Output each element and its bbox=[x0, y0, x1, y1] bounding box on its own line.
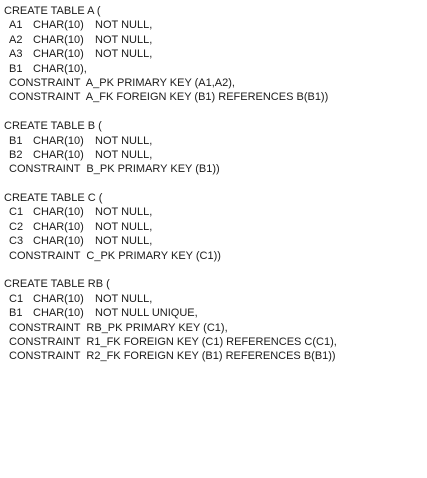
table-block-b bbox=[4, 119, 337, 177]
column-type: CHAR(10) bbox=[33, 292, 84, 305]
column-type: CHAR(10) bbox=[33, 134, 84, 147]
create-table-header: CREATE TABLE RB ( bbox=[4, 278, 110, 291]
create-table-header: CREATE TABLE C ( bbox=[4, 192, 103, 205]
create-table-header: CREATE TABLE A ( bbox=[4, 5, 101, 17]
table-block-rb bbox=[4, 277, 337, 363]
column-constraint: NOT NULL, bbox=[95, 235, 153, 248]
column-definition bbox=[4, 220, 337, 234]
sql-ddl-document bbox=[4, 4, 337, 364]
column-definition bbox=[4, 18, 337, 32]
constraint-line: CONSTRAINT R1_FK FOREIGN KEY (C1) REFERENCES C(C1), bbox=[9, 335, 337, 348]
constraint-line: CONSTRAINT C_PK PRIMARY KEY (C1)) bbox=[9, 249, 221, 262]
column-name: C2 bbox=[9, 220, 24, 233]
column-type: CHAR(10) bbox=[33, 307, 84, 320]
blank-line bbox=[4, 105, 337, 119]
column-definition bbox=[4, 205, 337, 219]
constraint-line: CONSTRAINT R2_FK FOREIGN KEY (B1) REFERENCES B(B1)) bbox=[9, 350, 336, 363]
constraint-line: CONSTRAINT RB_PK PRIMARY KEY (C1), bbox=[9, 321, 228, 334]
column-constraint: NOT NULL, bbox=[95, 206, 153, 219]
column-name: A3 bbox=[9, 48, 23, 61]
column-constraint: NOT NULL, bbox=[95, 220, 153, 233]
column-name: C3 bbox=[9, 235, 24, 248]
column-constraint: NOT NULL, bbox=[95, 134, 153, 147]
column-definition bbox=[4, 47, 337, 61]
column-definition bbox=[4, 234, 337, 248]
column-constraint: NOT NULL, bbox=[95, 19, 153, 32]
column-type: CHAR(10) bbox=[33, 235, 84, 248]
column-name: C1 bbox=[9, 206, 24, 219]
column-name: B2 bbox=[9, 148, 23, 161]
column-constraint: NOT NULL UNIQUE, bbox=[95, 307, 198, 320]
column-type: CHAR(10) bbox=[33, 33, 84, 46]
blank-line bbox=[4, 177, 337, 191]
column-type: CHAR(10), bbox=[33, 62, 87, 75]
column-constraint: NOT NULL, bbox=[95, 148, 153, 161]
column-name: B1 bbox=[9, 62, 23, 75]
column-name: A1 bbox=[9, 19, 23, 32]
column-definition bbox=[4, 292, 337, 306]
constraint-line: CONSTRAINT A_FK FOREIGN KEY (B1) REFERENCES B(B1)) bbox=[9, 91, 329, 104]
constraint-line: CONSTRAINT B_PK PRIMARY KEY (B1)) bbox=[9, 163, 220, 176]
column-name: B1 bbox=[9, 307, 23, 320]
column-definition bbox=[4, 33, 337, 47]
column-name: C1 bbox=[9, 292, 24, 305]
table-block-a bbox=[4, 4, 337, 105]
blank-line bbox=[4, 263, 337, 277]
create-table-header: CREATE TABLE B ( bbox=[4, 120, 102, 133]
column-definition bbox=[4, 148, 337, 162]
column-definition bbox=[4, 134, 337, 148]
column-definition bbox=[4, 306, 337, 320]
column-type: CHAR(10) bbox=[33, 148, 84, 161]
table-block-c bbox=[4, 191, 337, 263]
column-constraint: NOT NULL, bbox=[95, 48, 153, 61]
column-constraint: NOT NULL, bbox=[95, 33, 153, 46]
constraint-line: CONSTRAINT A_PK PRIMARY KEY (A1,A2), bbox=[9, 76, 235, 89]
column-name: B1 bbox=[9, 134, 23, 147]
column-name: A2 bbox=[9, 33, 23, 46]
column-type: CHAR(10) bbox=[33, 48, 84, 61]
column-definition bbox=[4, 62, 337, 76]
column-type: CHAR(10) bbox=[33, 206, 84, 219]
column-type: CHAR(10) bbox=[33, 220, 84, 233]
column-type: CHAR(10) bbox=[33, 19, 84, 32]
column-constraint: NOT NULL, bbox=[95, 292, 153, 305]
